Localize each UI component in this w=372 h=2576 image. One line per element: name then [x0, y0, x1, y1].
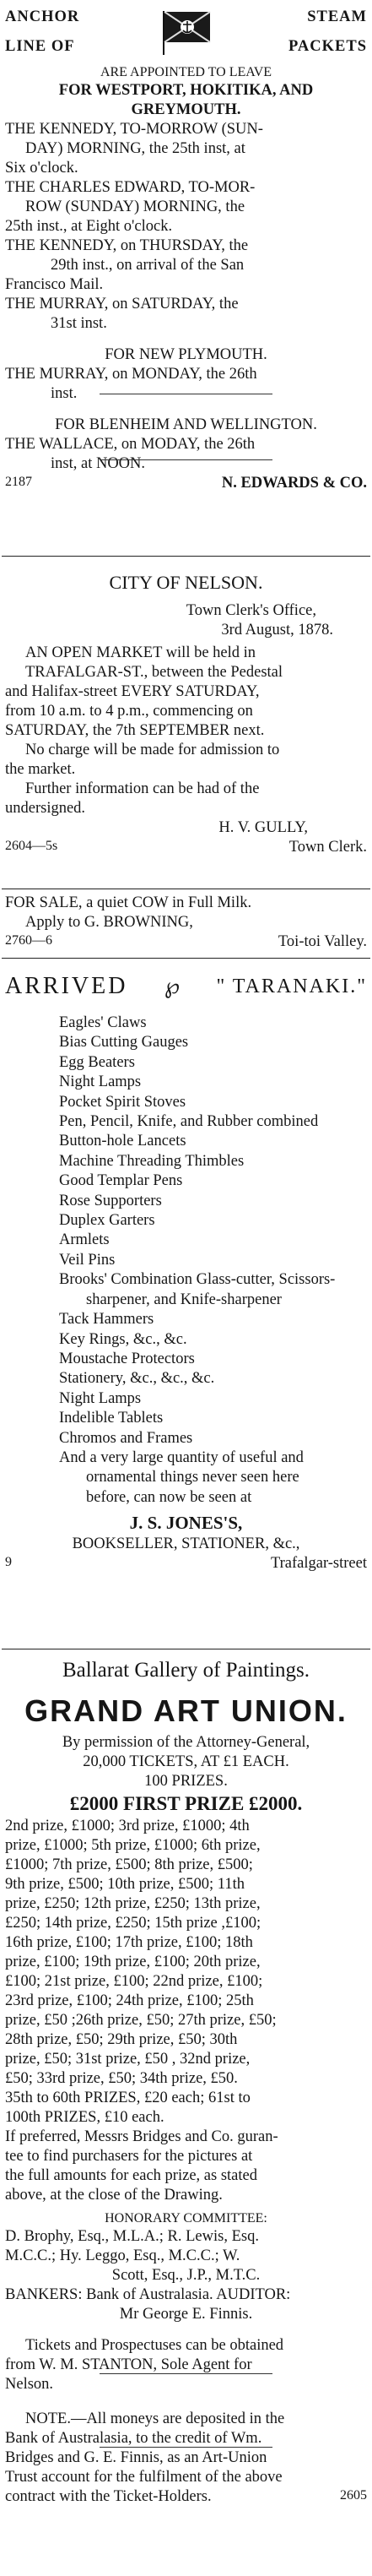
bankers-line: BANKERS: Bank of Australasia. AUDITOR: [5, 2286, 291, 2303]
list-item: Veil Pins [59, 1251, 116, 1269]
permission-line: By permission of the Attorney-General, [62, 1734, 310, 1751]
ballarat-title: Ballarat Gallery of Paintings. [62, 1659, 310, 1682]
prize-list: 2nd prize, £1000; 3rd prize, £1000; 4th prize, £1000; 5th prize, £1000; 6th prize, £1000; 7th prize, £500; 8th prize, £500; 9th prize, £500; 10th prize, £500; 11th prize, £250; 12th prize, £250; 13th prize, £250; 14th prize, £250; 15th prize ,£100; 16th prize, £100; 17th prize, £100; 18th prize, £100; 19th prize, £100; 20th prize, £100; 21st prize, £100; 22nd prize, £100; 23rd prize, £100; 24th prize, £100; 25th prize, £50 ;26th prize, £50; 27th prize, £50; 28th prize, £50; 29th prize, £50; 30th prize, £50; 31st prize, £50 , 32nd prize, £50; 33rd prize, £50; 34th prize, £50. 35th to 60th PRIZES, £20 each; 61st to 100th PRIZES, £10 each. [5, 1818, 277, 2126]
ad-reference: 2604—5s [5, 839, 58, 853]
per-symbol-icon: ℘ [164, 974, 181, 998]
cow-place: Toi-toi Valley. [278, 933, 367, 950]
list-item: Moustache Protectors [59, 1350, 195, 1367]
list-item: Indelible Tablets [59, 1410, 164, 1427]
greymouth-heading: GREYMOUTH. [131, 101, 241, 118]
anchor-footer [5, 474, 367, 493]
divider [100, 2373, 272, 2374]
cow-apply-line: Apply to G. BROWNING, [25, 914, 193, 931]
no-charge-notice: No charge will be made for admission to the market. [5, 742, 280, 778]
seller-description: BOOKSELLER, STATIONER, &c., [72, 1535, 300, 1553]
preferred-notice: If preferred, Messrs Bridges and Co. guran- tee to find purchasers for the pictures at the full amounts for each prize, as stated above, at the close of the Drawing. [5, 2128, 278, 2204]
wallace-sailing: THE WALLACE, on MODAY, the 26th inst, at NOON. [5, 436, 256, 472]
list-item: Stationery, &c., &c., &c. [59, 1370, 215, 1388]
list-item: Bias Cutting Gauges [59, 1034, 189, 1052]
list-item: Night Lamps [59, 1073, 142, 1091]
westport-heading: FOR WESTPORT, HOKITIKA, AND [58, 82, 314, 99]
committee-heading: HONORARY COMMITTEE: [105, 2211, 267, 2225]
tickets-line: 20,000 TICKETS, AT £1 EACH. [83, 1753, 289, 1770]
list-item: Key Rings, &c., &c. [59, 1330, 187, 1348]
list-item: Pocket Spirit Stoves [59, 1093, 186, 1111]
further-info: Further information can be had of the undersigned. [5, 780, 260, 817]
list-item: Duplex Garters [59, 1212, 155, 1230]
grand-art-union-heading: GRAND ART UNION. [24, 1693, 348, 1728]
cow-footer [5, 932, 367, 952]
trust-note: NOTE.—All moneys are deposited in the Bank of Australasia, to the credit of Wm. Bridges and G. E. Finnis, as an Art-Union Trust account for the fulfilment of the above contract with the Ticket-Holders. 2605 [5, 2410, 367, 2505]
agent-name: N. EDWARDS & CO. [221, 475, 367, 492]
signer-title: Town Clerk. [288, 839, 367, 856]
market-notice: AN OPEN MARKET will be held in TRAFALGAR-ST., between the Pedestal and Halifax-street EVERY SATURDAY, from 10 a.m. to 4 p.m., commencing on SATURDAY, the 7th SEPTEMBER next. [5, 644, 283, 739]
blenheim-heading: FOR BLENHEIM AND WELLINGTON. [55, 416, 317, 433]
taranaki-arrivals-ad [5, 970, 367, 1573]
cow-sale-line: FOR SALE, a quiet COW in Full Milk. [5, 894, 252, 911]
list-item: ornamental things never seen here [86, 1469, 299, 1486]
list-item: Good Templar Pens [59, 1172, 183, 1190]
list-item: sharpener, and Knife-sharpener [86, 1291, 282, 1308]
appointed-text: ARE APPOINTED TO LEAVE [100, 65, 272, 79]
new-plymouth-heading: FOR NEW PLYMOUTH. [105, 346, 267, 363]
list-item: And a very large quantity of useful and [59, 1448, 304, 1466]
ad-separator [2, 958, 370, 959]
city-of-nelson-ad [5, 571, 367, 857]
anchor-heading-left: ANCHOR LINE OF [5, 8, 80, 55]
list-item: Egg Beaters [59, 1053, 135, 1071]
list-item: Armlets [59, 1231, 110, 1249]
ad-reference: 9 [5, 1555, 12, 1570]
list-item: Button-hole Lancets [59, 1133, 186, 1150]
list-item: Chromos and Frames [59, 1429, 193, 1447]
divider [100, 2447, 272, 2448]
goods-list [5, 1014, 367, 1508]
ad-reference: 2187 [5, 475, 32, 489]
charles-edward-sailing: THE CHARLES EDWARD, TO-MOR- ROW (SUNDAY) MORNING, the 25th inst., at Eight o'clock. [5, 179, 256, 235]
list-item: before, can now be seen at [86, 1488, 252, 1506]
auditor-name: Mr George E. Finnis. [119, 2306, 253, 2323]
seller-name: J. S. JONES'S, [129, 1513, 243, 1534]
list-item: Machine Threading Thimbles [59, 1152, 245, 1170]
taranaki-footer [5, 1554, 367, 1573]
list-item: Brooks' Combination Glass-cutter, Scissors- [59, 1271, 336, 1289]
nelson-footer [5, 838, 367, 857]
date-line: 3rd August, 1878. [221, 622, 333, 639]
list-item: Night Lamps [59, 1389, 142, 1407]
tickets-notice: Tickets and Prospectuses can be obtained from W. M. STANTON, Sole Agent for Nelson. [5, 2337, 284, 2393]
taranaki-heading: ARRIVED ℘ " TARANAKI." [5, 973, 367, 999]
kennedy-sailing: THE KENNEDY, TO-MORROW (SUN- DAY) MORNING, the 25th inst, at Six o'clock. [5, 121, 263, 177]
ad-separator [2, 556, 370, 557]
office-line: Town Clerk's Office, [186, 602, 316, 619]
ballarat-art-union-ad [5, 1657, 367, 2507]
anchor-heading-right: STEAM PACKETS [288, 8, 367, 55]
list-item: Eagles' Claws [59, 1014, 147, 1031]
list-item: Pen, Pencil, Knife, and Rubber combined [59, 1113, 319, 1131]
cow-for-sale-ad [5, 894, 367, 952]
first-prize: £2000 FIRST PRIZE £2000. [69, 1793, 303, 1814]
anchor-steam-packets-ad [5, 7, 367, 493]
murray-sailing: THE MURRAY, on SATURDAY, the 31st inst. [5, 296, 239, 332]
list-item: Tack Hammers [59, 1311, 154, 1329]
anchor-flag-icon [160, 9, 213, 55]
kennedy-second-sailing: THE KENNEDY, on THURSDAY, the 29th inst., on arrival of the San Francisco Mail. [5, 237, 249, 293]
prizes-count: 100 PRIZES. [144, 1773, 228, 1790]
signer-name: H. V. GULLY, [218, 819, 308, 836]
ad-reference: 2605 [340, 2488, 367, 2503]
seller-street: Trafalgar-street [270, 1555, 367, 1573]
nelson-title: CITY OF NELSON. [109, 572, 263, 593]
divider [100, 459, 272, 460]
committee-members: D. Brophy, Esq., M.L.A.; R. Lewis, Esq. M.C.C.; Hy. Leggo, Esq., M.C.C.; W. Scott, Esq., J.P., M.T.C. [5, 2228, 261, 2284]
murray-new-plymouth: THE MURRAY, on MONDAY, the 26th inst. [5, 366, 257, 402]
ad-reference: 2760—6 [5, 933, 52, 948]
list-item: Rose Supporters [59, 1192, 162, 1209]
